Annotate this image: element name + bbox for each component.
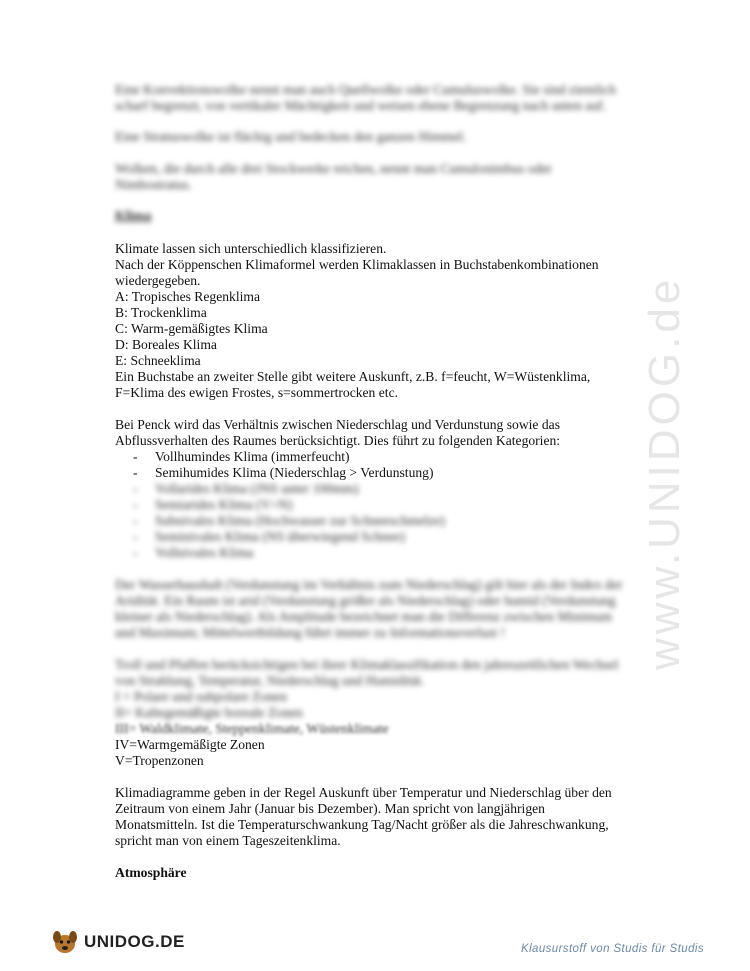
- list-dash: -: [133, 465, 138, 480]
- watermark-text: www.UNIDOG.de: [640, 275, 689, 670]
- blurred-paragraph-line: II= Kaltegemäßigte boreale Zonen: [115, 705, 303, 720]
- text-line: Ein Buchstabe an zweiter Stelle gibt weitere Auskunft, z.B. f=feucht, W=Wüstenklima,: [115, 369, 591, 384]
- list-dash: -: [133, 481, 138, 496]
- blurred-paragraph-line: I = Polare und subpolare Zonen: [115, 689, 287, 704]
- text-line: Klimate lassen sich unterschiedlich klassifizieren.: [115, 241, 387, 256]
- list-dash: -: [133, 497, 138, 512]
- list-item: [133, 481, 359, 497]
- blurred-paragraph-line: Eine Stratuswolke ist flächig und bedecken den ganzen Himmel.: [115, 129, 467, 144]
- watermark: [560, 230, 750, 710]
- text-line: spricht man von einem Tageszeitenklima.: [115, 833, 341, 848]
- list-item: [133, 449, 350, 465]
- blurred-paragraph-line: Nimbostratus.: [115, 177, 192, 192]
- list-item-text: Seminivales Klima (NS überwiegend Schnee): [155, 529, 405, 544]
- blurred-paragraph-line: Der Wasserhaushalt (Verdunstung im Verhältnis zum Niederschlag) gilt hier als der Index der: [115, 577, 623, 592]
- list-item-text: Subnivales Klima (Hochwasser zur Schneeschmelze): [155, 513, 445, 528]
- list-dash: -: [133, 529, 138, 544]
- heading-klima: Klima: [115, 208, 152, 223]
- blurred-paragraph-line: scharf begrenzt, von vertikaler Mächtigkeit und weisen ebene Begrenzung nach unten auf.: [115, 98, 607, 113]
- footer-logo: [50, 925, 185, 959]
- blurred-paragraph-line: kleiner als Niederschlag). Als Amplitude bezeichnet man die Differenz zwischen Minimum: [115, 609, 612, 624]
- list-item-text: Vollhumindes Klima (immerfeucht): [155, 449, 350, 464]
- blurred-paragraph-line: und Maximum; Mittelwertbildung führt immer zu Informationsverlust !: [115, 625, 505, 640]
- text-line: Klimadiagramme geben in der Regel Auskunft über Temperatur und Niederschlag über den: [115, 785, 612, 800]
- text-line: wiedergegeben.: [115, 273, 201, 288]
- text-line: IV=Warmgemäßigte Zonen: [115, 737, 265, 752]
- text-line: Bei Penck wird das Verhältnis zwischen Niederschlag und Verdunstung sowie das: [115, 417, 560, 432]
- text-line: Monatsmitteln. Ist die Temperaturschwankung Tag/Nacht größer als die Jahreschwankung,: [115, 817, 609, 832]
- blurred-paragraph-line: Eine Konvektionswolke nennt man auch Quellwolke oder Cumuluswolke. Sie sind ziemlich: [115, 82, 616, 97]
- blurred-paragraph-line: Aridität. Ein Raum ist arid (Verdunstung größer als Niederschlag) oder humid (Verdunstung: [115, 593, 616, 608]
- blurred-paragraph-line: Troll und Pfaffen berücksichtigen bei ihrer Klimaklassifikation den jahreszeitlichen Wechsel: [115, 657, 619, 672]
- list-item: [133, 465, 434, 481]
- list-dash: -: [133, 545, 138, 560]
- list-dash: -: [133, 513, 138, 528]
- text-line: E: Schneeklima: [115, 353, 201, 368]
- blurred-paragraph-line: Wolken, die durch alle drei Stockwerke reichen, nennt man Cumulonimbus oder: [115, 161, 552, 176]
- footer-tagline: Klausurstoff von Studis für Studis: [521, 943, 704, 955]
- blurred-paragraph-line: III= Waldklimate, Steppenklimate, Wüstenklimate: [115, 721, 389, 736]
- text-line: A: Tropisches Regenklima: [115, 289, 260, 304]
- list-item: [133, 529, 405, 545]
- blurred-paragraph-line: von Strahlung, Temperatur, Niederschlag und Humidität.: [115, 673, 425, 688]
- list-item: [133, 497, 293, 513]
- text-line: D: Boreales Klima: [115, 337, 217, 352]
- text-line: Zeitraum von einem Jahr (Januar bis Dezember). Man spricht von langjährigen: [115, 801, 545, 816]
- text-line: C: Warm-gemäßigtes Klima: [115, 321, 268, 336]
- list-item: [133, 513, 445, 529]
- list-item-text: Vollarides Klima (JNS unter 100mm): [155, 481, 359, 496]
- list-item: [133, 545, 253, 561]
- text-line: F=Klima des ewigen Frostes, s=sommertrocken etc.: [115, 385, 398, 400]
- list-item-text: Semihumides Klima (Niederschlag > Verdunstung): [155, 465, 434, 480]
- list-item-text: Vollnivales Klima: [155, 545, 254, 560]
- heading-atmosphaere: Atmosphäre: [115, 865, 187, 880]
- text-line: V=Tropenzonen: [115, 753, 204, 768]
- logo-text: UNIDOG.DE: [84, 932, 185, 951]
- dog-icon: [50, 927, 80, 957]
- text-line: Nach der Köppenschen Klimaformel werden Klimaklassen in Buchstabenkombinationen: [115, 257, 599, 272]
- list-dash: -: [133, 449, 138, 464]
- list-item-text: Semiarides Klima (V>N): [155, 497, 293, 512]
- text-line: B: Trockenklima: [115, 305, 207, 320]
- text-line: Abflussverhalten des Raumes berücksichtigt. Dies führt zu folgenden Kategorien:: [115, 433, 561, 448]
